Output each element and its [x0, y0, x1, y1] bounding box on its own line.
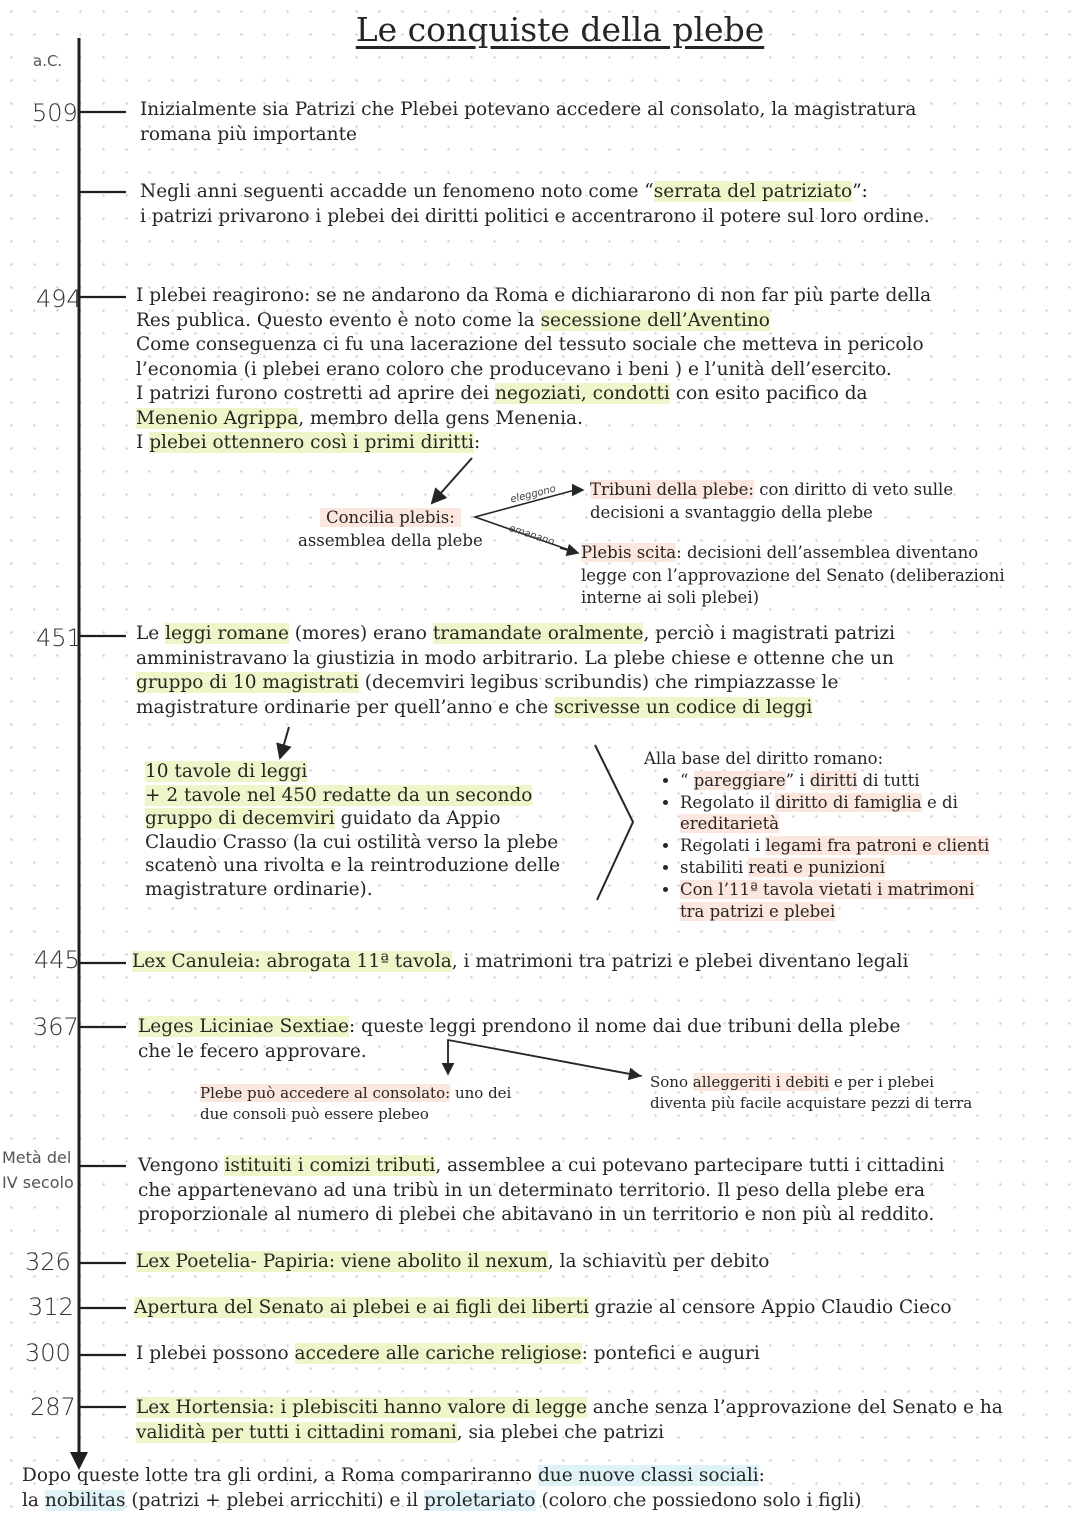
- conclusion: Dopo queste lotte tra gli ordini, a Roma compariranno due nuove classi sociali: la nobilitas (patrizi + plebei arricchiti) e il proletariato (coloro che possiedono solo i figli): [22, 1465, 862, 1511]
- year-meta-1: Metà del: [2, 1148, 72, 1167]
- brace: [595, 745, 633, 900]
- year-367: 367: [33, 1013, 79, 1041]
- bullet-pareggiare: • “ pareggiare” i diritti di tutti: [680, 770, 989, 792]
- tavole-block: 10 tavole di leggi + 2 tavole nel 450 redatte da un secondo gruppo di decemviri guidato da Appio Claudio Crasso (la cui ostilità verso la plebe scatenò una rivolta e la reintroduzione delle magistrature ordinarie).: [145, 761, 561, 900]
- year-287: 287: [30, 1393, 76, 1421]
- bullet-famiglia: • Regolato il diritto di famiglia e di ereditarietà: [680, 792, 989, 836]
- year-312: 312: [28, 1293, 74, 1321]
- page-title: Le conquiste della plebe: [355, 10, 765, 49]
- tribuni-plebe: Tribuni della plebe: con diritto di veto sulle decisioni a svantaggio della plebe: [590, 480, 954, 522]
- year-494: 494: [36, 285, 82, 313]
- bullet-patroni: • Regolati i legami fra patroni e clienti: [680, 835, 989, 857]
- event-300: I plebei possono accedere alle cariche religiose: pontefici e auguri: [136, 1343, 760, 1364]
- timeline-ticks: [79, 112, 126, 1407]
- verb-eleggono: eleggono: [509, 483, 558, 506]
- concilia-plebis: Concilia plebis: assemblea della plebe: [298, 508, 483, 550]
- event-287: Lex Hortensia: i plebisciti hanno valore di legge anche senza l’approvazione del Senato e ha validità per tutti i cittadini romani, sia plebei che patrizi: [136, 1397, 1003, 1443]
- event-serrata: Negli anni seguenti accadde un fenomeno noto come “serrata del patriziato”: i patrizi privarono i plebei dei diritti politici e accentrarono il potere sul loro ordine.: [140, 181, 930, 227]
- event-367: Leges Liciniae Sextiae: queste leggi prendono il nome dai due tribuni della plebe che le fecero approvare.: [138, 1016, 901, 1062]
- year-451: 451: [36, 624, 82, 652]
- event-312: Apertura del Senato ai plebei e ai figli dei liberti grazie al censore Appio Claudio Cieco: [134, 1297, 952, 1318]
- diritto-romano: [644, 748, 989, 922]
- year-meta-2: IV secolo: [2, 1173, 74, 1192]
- event-326: Lex Poetelia- Papiria: viene abolito il nexum, la schiavitù per debito: [136, 1251, 770, 1272]
- event-comizi: Vengono istituiti i comizi tributi, assemblee a cui potevano partecipare tutti i cittadini che appartenevano ad una tribù in un determinato territorio. Il peso della plebe era proporzionale al numero di plebei che abitavano in un territorio e non più al reddito.: [138, 1155, 945, 1225]
- bullet-reati: • stabiliti reati e punizioni: [680, 857, 989, 879]
- licinie-debiti: Sono alleggeriti i debiti e per i plebei diventa più facile acquistare pezzi di terra: [650, 1073, 973, 1112]
- event-494: I plebei reagirono: se ne andarono da Roma e dichiararono di non far più parte della Res publica. Questo evento è noto come la secessione dell’Aventino Come conseguenza ci fu una lacerazione del tessuto sociale che metteva in pericolo l’economia (i plebei erano coloro che producevano i beni ) e l’unità dell’esercito. I patrizi furono costretti ad aprire dei negoziati, condotti con esito pacifico da Menenio Agrippa, membro della gens Menenia. I plebei ottennero così i primi diritti:: [136, 285, 932, 453]
- event-509: Inizialmente sia Patrizi che Plebei potevano accedere al consolato, la magistratura romana più importante: [140, 99, 917, 145]
- bullet-matrimoni: • Con l’11ª tavola vietati i matrimoni tra patrizi e plebei: [680, 879, 989, 923]
- year-445: 445: [34, 946, 80, 974]
- verb-emanano: emanano: [507, 523, 556, 548]
- plebis-scita: Plebis scita: decisioni dell’assemblea diventano legge con l’approvazione del Senato (deliberazioni interne ai soli plebei): [581, 543, 1005, 607]
- year-326: 326: [25, 1248, 71, 1276]
- event-445: Lex Canuleia: abrogata 11ª tavola, i matrimoni tra patrizi e plebei diventano legali: [132, 951, 909, 972]
- arrow-to-tavole: [280, 727, 289, 758]
- year-509: 509: [32, 99, 78, 127]
- diritto-heading: Alla base del diritto romano:: [644, 749, 884, 768]
- event-451: Le leggi romane (mores) erano tramandate oralmente, perciò i magistrati patrizi amministravano la giustizia in modo arbitrario. La plebe chiese e ottenne che un gruppo di 10 magistrati (decemviri legibus scribundis) che rimpiazzasse le magistrature ordinarie per quell’anno e che scrivesse un codice di leggi: [136, 623, 896, 718]
- year-300: 300: [25, 1339, 71, 1367]
- arrow-to-concilia: [432, 458, 472, 503]
- licinie-consolato: Plebe può accedere al consolato: uno dei due consoli può essere plebeo: [200, 1084, 512, 1123]
- era-label: a.C.: [33, 52, 63, 70]
